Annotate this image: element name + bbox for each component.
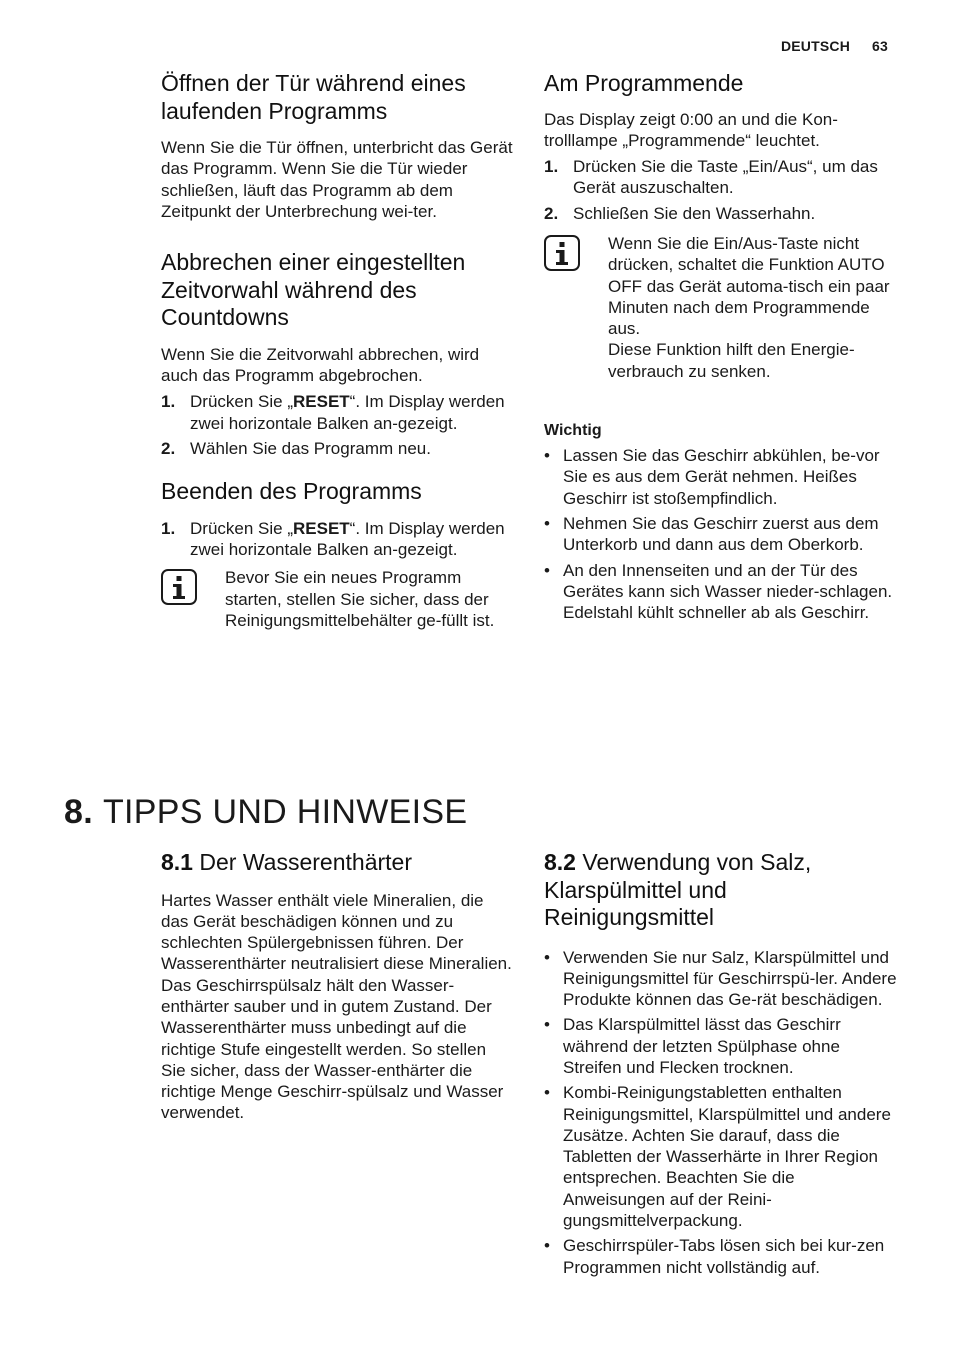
section-8-2 — [544, 849, 899, 1282]
steps-cancel-delay — [161, 391, 513, 459]
note-box — [161, 567, 513, 631]
section-title-text: Der Wasserenthärter — [199, 849, 412, 875]
list-item — [544, 156, 896, 199]
steps-program-end — [544, 156, 896, 224]
important-list — [544, 445, 896, 623]
reset-key-label: RESET — [292, 518, 350, 538]
step-text: Drücken Sie „ — [190, 392, 293, 412]
step-number: 2. — [544, 203, 559, 223]
page-header — [781, 38, 888, 54]
list-item: • Verwenden Sie nur Salz, Klarspülmittel und Reinigungsmittel für Geschirrspü-ler. Andere Produkte können das Ge-rät beschädigen. — [544, 947, 899, 1011]
section-title-8-2 — [544, 849, 899, 932]
list-item — [161, 391, 513, 434]
list-item — [544, 203, 896, 224]
section-title-program-end: Am Programmende — [544, 70, 744, 96]
list-item: • Das Klarspülmittel lässt das Geschirr während der letzten Spülphase ohne Streifen und Flecken trocknen. — [544, 1014, 899, 1078]
section-title-text: Verwendung von Salz, Klarspülmittel und Reinigungsmittel — [544, 849, 812, 930]
step-text: “. Im Display werden zwei horizontale Balken an-gezeigt. — [190, 392, 505, 433]
list-item — [161, 438, 513, 459]
left-column-top — [161, 70, 513, 631]
step-text: Drücken Sie die Taste „Ein/Aus“, um das Gerät auszuschalten. — [573, 157, 878, 198]
paragraph-cancel-delay: Wenn Sie die Zeitvorwahl abbrechen, wird auch das Programm abgebrochen. — [161, 344, 480, 385]
info-icon — [161, 569, 197, 605]
chapter-title: TIPPS UND HINWEISE — [102, 793, 468, 831]
step-number: 1. — [161, 392, 176, 412]
step-text: Wählen Sie das Programm neu. — [190, 438, 431, 458]
section-number: 8.2 — [544, 849, 576, 875]
section-title-door: Öffnen der Tür während eines laufenden Programms — [161, 70, 466, 124]
header-language: DEUTSCH — [780, 38, 851, 54]
step-number: 2. — [161, 438, 176, 458]
section-title-end-program: Beenden des Programms — [161, 478, 422, 505]
info-icon — [544, 235, 580, 271]
list-item — [161, 518, 513, 561]
section-number: 8.1 — [161, 849, 193, 875]
paragraph-minerals: Hartes Wasser enthält viele Mineralien, die das Gerät beschädigen können und zu schlechten Spülergebnissen führen. Der Wasserenthärter neutralisiert diese Mineralien. — [161, 890, 512, 974]
chapter-heading — [64, 792, 467, 832]
note-box — [544, 233, 896, 382]
note-text-auto-off: Wenn Sie die Ein/Aus-Taste nicht drücken, schaltet die Funktion AUTO OFF das Gerät automa-tisch ein paar Minuten nach dem Programmende aus. — [608, 233, 890, 339]
important-label: Wichtig — [544, 422, 602, 440]
step-text: Schließen Sie den Wasserhahn. — [573, 203, 816, 223]
list-item: • Geschirrspüler-Tabs lösen sich bei kur-zen Programmen nicht vollständig auf. — [544, 1235, 899, 1278]
list-item: • An den Innenseiten und an der Tür des Gerätes kann sich Wasser nieder-schlagen. Edelstahl kühlt schneller ab als Geschirr. — [544, 560, 896, 624]
chapter-number: 8. — [64, 793, 93, 831]
paragraph-door: Wenn Sie die Tür öffnen, unterbricht das Gerät das Programm. Wenn Sie die Tür wieder schließen, läuft das Programm ab dem Zeitpunkt der Unterbrechung wei-ter. — [161, 138, 513, 221]
paragraph-program-end: Das Display zeigt 0:00 an und die Kon-trolllampe „Programmende“ leuchtet. — [544, 109, 838, 150]
list-item: • Kombi-Reinigungstabletten enthalten Reinigungsmittel, Klarspülmittel und andere Zusätze. Achten Sie darauf, dass die Tabletten der Wasserhärte in Ihrer Region entsprechen. Beachten Sie die Anweisungen auf der Reini-gungsmittelverpackung. — [544, 1082, 899, 1231]
page-number: 63 — [872, 38, 888, 54]
usage-list — [544, 947, 899, 1278]
section-title-8-1 — [161, 849, 513, 877]
section-8-1 — [161, 849, 513, 1124]
right-column-top — [544, 70, 896, 627]
list-item: • Lassen Sie das Geschirr abkühlen, be-vor Sie es aus dem Gerät nehmen. Heißes Geschirr ist stoßempfindlich. — [544, 445, 896, 509]
paragraph-salt: Das Geschirrspülsalz hält den Wasser-enthärter sauber und in gutem Zustand. Der Wasserenthärter muss unbedingt auf die richtige Stufe eingestellt werden. So stellen Sie sicher, dass der Wasser-enthärter die richtige Menge Geschirr-spülsalz und Wasser verwendet. — [161, 975, 504, 1123]
step-text: “. Im Display werden zwei horizontale Balken an-gezeigt. — [190, 518, 505, 559]
note-text-energy: Diese Funktion hilft den Energie-verbrauch zu senken. — [608, 340, 855, 381]
step-number: 1. — [161, 518, 176, 538]
reset-key-label: RESET — [292, 392, 350, 412]
section-title-cancel-delay: Abbrechen einer eingestellten Zeitvorwahl während des Countdowns — [161, 249, 466, 331]
note-text: Bevor Sie ein neues Programm starten, stellen Sie sicher, dass der Reinigungsmittelbehälter ge-füllt ist. — [225, 568, 495, 630]
step-number: 1. — [544, 157, 559, 177]
step-text: Drücken Sie „ — [190, 518, 293, 538]
list-item: • Nehmen Sie das Geschirr zuerst aus dem Unterkorb und dann aus dem Oberkorb. — [544, 513, 896, 556]
steps-end-program — [161, 518, 513, 561]
